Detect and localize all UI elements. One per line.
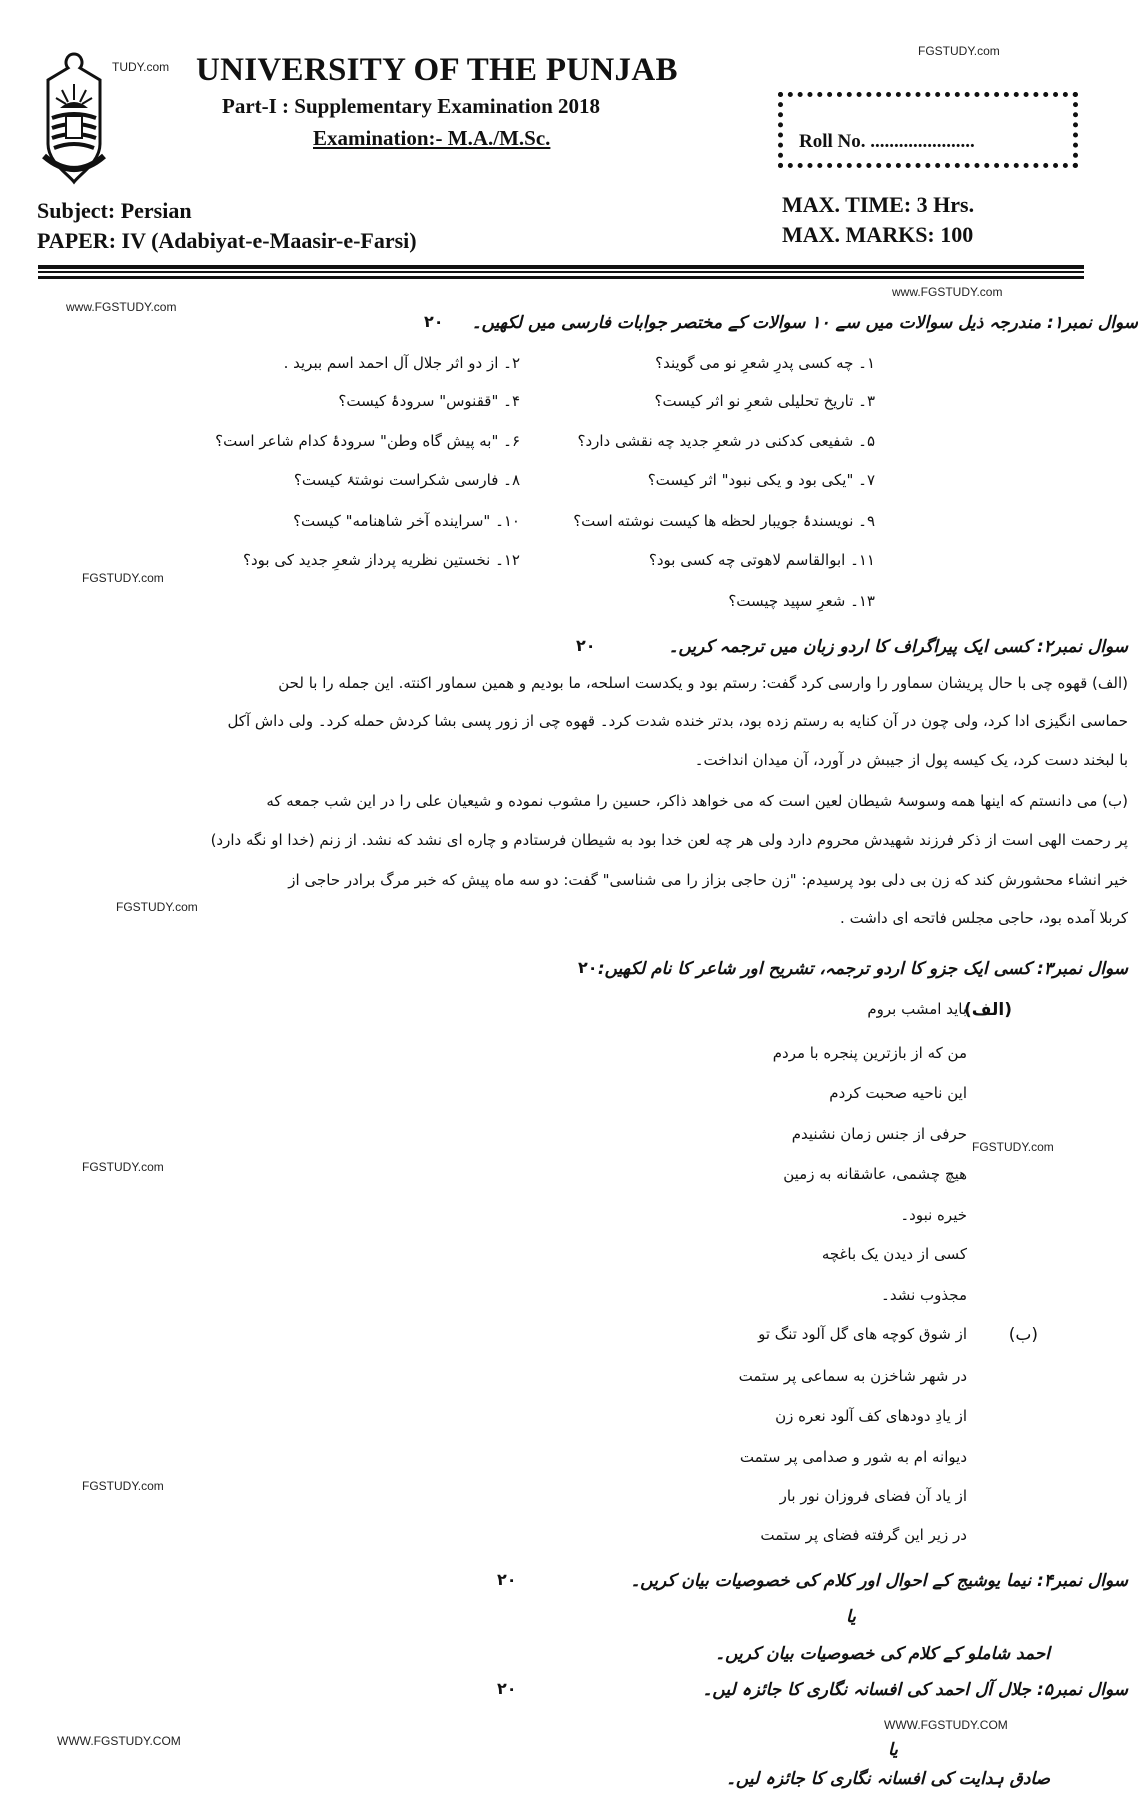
part-a-label: (الف) [964, 1000, 1012, 1020]
verse-b-line: از یادِ دودهای کف آلود نعره زن [775, 1407, 967, 1425]
paragraph-b-line: پر رحمت الهی است از ذکر فرزند شهیدش محروم دارد ولی هر چه لعن خدا بود به شیطان فرستادم و چاره ای نشد که نشد. از زنم (خدا او نگه دارد) [210, 831, 1128, 849]
question-1-marks: ۲۰ [424, 312, 444, 331]
watermark: WWW.FGSTUDY.COM [884, 1718, 1008, 1732]
max-time: MAX. TIME: 3 Hrs. [782, 192, 975, 217]
question-1-item: ۸۔ فارسی شکراست نوشتۂ کیست؟ [293, 471, 520, 489]
paragraph-a-line: حماسی انگیزی ادا کرد، ولی چون در آن کنایه به رستم زده بود، بدتر خنده شدت کرد۔ قهوه چی از زور پسی بشا کردش حمله کرد۔ ولی داش آکل [227, 712, 1128, 730]
question-1-item: ۵۔ شفیعی کدکنی در شعرِ جدید چه نقشی دارد؟ [577, 432, 875, 450]
verse-b-line: از یاد آن فضای فروزان نور بار [779, 1487, 967, 1505]
header-divider [38, 271, 1084, 273]
question-3-marks: ۲۰ [578, 958, 598, 977]
question-1-title: سوال نمبر۱: مندرجہ ذیل سوالات میں سے ۱۰ سوالات کے مختصر جوابات فارسی میں لکھیں۔ [471, 313, 1138, 333]
watermark: www.FGSTUDY.com [66, 300, 177, 314]
watermark: www.FGSTUDY.com [892, 285, 1003, 299]
question-1-item: ۱۱۔ ابوالقاسم لاهوتی چه کسی بود؟ [648, 551, 875, 569]
question-4-alternative: احمد شاملو کے کلام کی خصوصیات بیان کریں۔ [715, 1644, 1050, 1664]
watermark: FGSTUDY.com [918, 44, 1000, 58]
question-1-item: ۱۰۔ "سراینده آخر شاهنامه" کیست؟ [293, 512, 520, 530]
watermark: WWW.FGSTUDY.COM [57, 1734, 181, 1748]
question-1-item: ۹۔ نویسندۂ جویبار لحظه ها کیست نوشته است؟ [573, 512, 875, 530]
verse-a-line: باید امشب بروم [867, 1000, 967, 1018]
watermark: FGSTUDY.com [82, 1160, 164, 1174]
paragraph-b-line: کربلا آمده بود، حاجی مجلس فاتحه ای داشت . [840, 909, 1128, 927]
question-1-item: ۴۔ "ققنوس" سرودۂ کیست؟ [338, 392, 520, 410]
exam-degree: Examination:- M.A./M.Sc. [313, 126, 551, 150]
question-1-item: ۶۔ "به پیش گاه وطن" سرودۂ کدام شاعر است؟ [215, 432, 520, 450]
paper: PAPER: IV (Adabiyat-e-Maasir-e-Farsi) [37, 228, 417, 253]
verse-b-line: از شوق کوچه های گل آلود تنگ تو [758, 1325, 967, 1343]
question-1-item: ۳۔ تاریخ تحلیلی شعرِ نو اثر کیست؟ [654, 392, 875, 410]
question-1-item: ۷۔ "یکی بود و یکی نبود" اثر کیست؟ [647, 471, 875, 489]
paragraph-b-line: (ب) می دانستم که اینها همه وسوسۂ شیطان لعین است که می خواهد ذاکر، حسین را مشوب نموده و شیعیان علی را در این شب جمعه که [266, 792, 1128, 810]
verse-a-line: من که از بازترین پنجره با مردم [772, 1044, 967, 1062]
question-5-title: سوال نمبر۵: جلال آل احمد کی افسانہ نگاری کا جائزہ لیں۔ [702, 1680, 1128, 1700]
question-1-item: ۲۔ از دو اثر جلال آل احمد اسم ببرید . [283, 354, 520, 372]
paragraph-a-line: (الف) قهوه چی با حال پریشان سماور را وارسی کرد گفت: رستم بود و یکدست اسلحه، ما بودیم و همین سماور اکنته. این جمله را با لحن [278, 674, 1128, 692]
question-2-marks: ۲۰ [576, 636, 596, 655]
university-title: UNIVERSITY OF THE PUNJAB [196, 52, 678, 88]
exam-part: Part-I : Supplementary Examination 2018 [222, 94, 600, 118]
question-4-marks: ۲۰ [497, 1570, 517, 1589]
part-b-label: (ب) [1008, 1325, 1038, 1345]
question-5-alternative: صادق ہدایت کی افسانہ نگاری کا جائزہ لیں۔ [725, 1769, 1050, 1789]
paragraph-a-line: با لبخند دست کرد، یک کیسه پول از جیبش در آورد، آن میدان انداخت۔ [694, 751, 1128, 769]
verse-b-line: دیوانه ام به شور و صدامی پر ستمت [739, 1448, 967, 1466]
question-1-item: ۱۲۔ نخستین نظریه پرداز شعرِ جدید کی بود؟ [243, 551, 520, 569]
verse-a-line: کسی از دیدن یک باغچه [821, 1245, 967, 1263]
verse-a-line: حرفی از جنس زمان نشنیدم [791, 1125, 967, 1143]
question-3-title: سوال نمبر۳: کسی ایک جزو کا اردو ترجمہ، تشریح اور شاعر کا نام لکھیں: [597, 959, 1128, 979]
verse-a-line: خیره نبود۔ [900, 1206, 967, 1224]
watermark: FGSTUDY.com [116, 900, 198, 914]
question-5-or: یا [888, 1740, 898, 1760]
verse-b-line: در شهر شاخزن به سماعی پر ستمت [738, 1367, 967, 1385]
verse-a-line: مجذوب نشد۔ [881, 1286, 967, 1304]
max-marks: MAX. MARKS: 100 [782, 222, 974, 247]
paragraph-b-line: خیر انشاء محشورش کند که زن بی دلی بود پرسیدم: "زن حاجی بزاز را می شناسی" گفت: دو سه ماه پیش که خبر مرگ برادر حاجی از [288, 871, 1128, 889]
verse-a-line: این ناحیه صحبت کردم [829, 1084, 967, 1102]
roll-number-box [778, 92, 1078, 168]
verse-b-line: در زیر این گرفته فضای پر ستمت [760, 1526, 967, 1544]
header-divider [38, 265, 1084, 269]
verse-a-line: هیچ چشمی، عاشقانه به زمین [783, 1165, 967, 1183]
subject: Subject: Persian [37, 198, 192, 223]
watermark: FGSTUDY.com [82, 571, 164, 585]
question-4-title: سوال نمبر۴: نیما یوشیج کے احوال اور کلام کی خصوصیات بیان کریں۔ [630, 1571, 1128, 1591]
question-5-marks: ۲۰ [497, 1679, 517, 1698]
roll-number-field[interactable]: Roll No. ...................... [799, 131, 975, 152]
question-2-title: سوال نمبر۲: کسی ایک پیراگراف کا اردو زبان میں ترجمہ کریں۔ [668, 637, 1128, 657]
question-1-item: ۱۔ چه کسی پدرِ شعرِ نو می گویند؟ [655, 354, 875, 372]
question-4-or: یا [846, 1607, 856, 1627]
question-1-item: ۱۳۔ شعرِ سپید چیست؟ [728, 592, 875, 610]
watermark: FGSTUDY.com [972, 1140, 1054, 1154]
header-divider [38, 276, 1084, 279]
watermark: FGSTUDY.com [82, 1479, 164, 1493]
watermark: TUDY.com [112, 60, 170, 74]
university-logo [38, 52, 110, 184]
